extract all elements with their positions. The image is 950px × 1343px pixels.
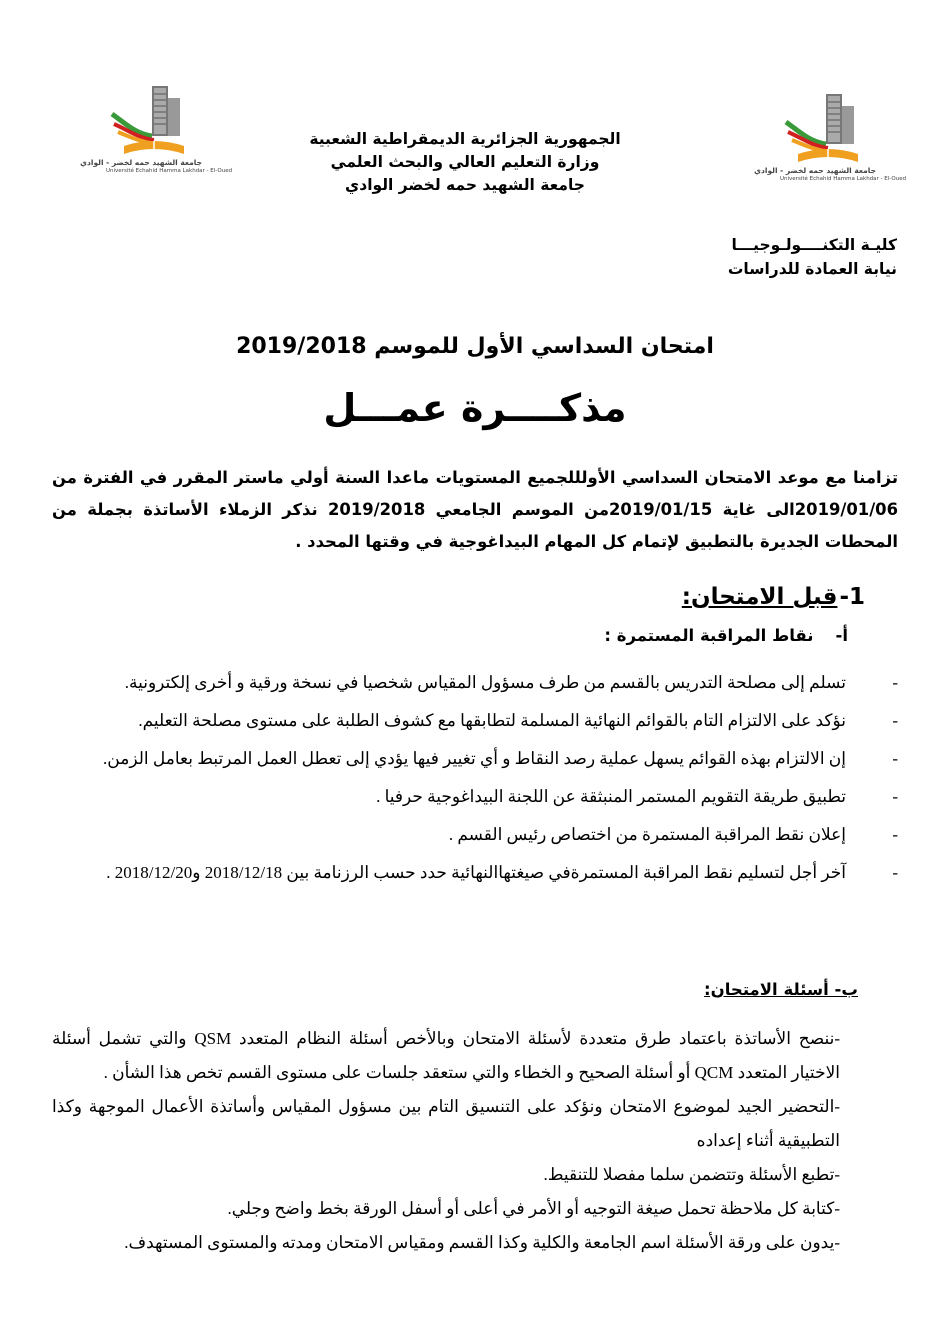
list-item [52, 856, 898, 890]
memo-title: مذكــــرة عمـــل [323, 386, 627, 430]
faculty-office: نيابة العمادة للدراسات [727, 260, 897, 278]
logo-caption-arabic: جامعة الشهيد حمه لخضر - الوادي [754, 166, 876, 175]
official-header [300, 128, 630, 197]
list-item-text: تطبيق طريقة التقويم المستمر المنبثقة عن اللجنة البيداغوجية حرفيا . [376, 787, 846, 806]
section-number: 1- [839, 584, 865, 610]
paragraph: -تطبع الأسئلة وتتضمن سلما مفصلا للتنقيط. [543, 1165, 840, 1184]
bullet-marker: - [892, 863, 898, 882]
subsection-label: نقاط المراقبة المستمرة : [604, 626, 814, 645]
section-heading-before-exam [682, 584, 865, 610]
list-item [52, 666, 898, 700]
list-item-text: نؤكد على الالتزام التام بالقوائم النهائية المسلمة لتطابقها مع كشوف الطلبة على مستوى مصلحة التعليم. [138, 711, 846, 730]
faculty-name: كليـة التكنــــولـوجيـــا [731, 236, 897, 254]
university-logo-left [80, 84, 233, 176]
paragraph: -ننصح الأساتذة باعتماد طرق متعددة لأسئلة الامتحان وبالأخص أسئلة النظام المتعدد QSM والتي تشمل أسئلة الاختيار المتعدد QCM أو أسئلة الصحيح و الخطاء والتي ستعقد جلسات على مستوى القسم تخص هذا الشأن . [52, 1029, 840, 1082]
list-item [52, 818, 898, 852]
exam-title: امتحان السداسي الأول للموسم 2019/2018 [236, 334, 714, 359]
list-item-text: آخر أجل لتسليم نقط المراقبة المستمرةفي صيغتهاالنهائية حدد حسب الرزنامة بين 2018/12/18 و2018/12/20 . [106, 863, 846, 882]
logo-caption-latin: Université Echahid Hamma Lakhdar - El-Oued [780, 176, 907, 182]
intro-text: تزامنا مع موعد الامتحان السداسي الأولللجميع المستويات ماعدا السنة أولي ماستر المقرر في الفترة من 2019/01/06الى غاية 2019/01/15من الموسم الجامعي 2019/2018 نذكر الزملاء الأساتذة بجملة من المحطات الجديرة بالتطبيق لإتمام كل المهام البيداغوجية في وقتها المحدد . [52, 468, 898, 551]
bullet-marker: - [892, 749, 898, 768]
header-line-republic: الجمهورية الجزائرية الديمقراطية الشعبية [309, 130, 621, 148]
logo-caption-arabic: جامعة الشهيد حمه لخضر - الوادي [80, 158, 202, 167]
section-label: قبل الامتحان: [681, 584, 838, 610]
bullet-marker: - [892, 825, 898, 844]
list-item-text: تسلم إلى مصلحة التدريس بالقسم من طرف مسؤول المقياس شخصيا في نسخة ورقية و أخرى إلكترونية. [124, 673, 846, 692]
subsection-heading-exam-questions [704, 980, 858, 999]
subsection-letter: أ- [835, 626, 848, 645]
list-item-text: إن الالتزام بهذه القوائم يسهل عملية رصد النقاط و أي تغيير فيها يؤدي إلى تعطل العمل المرتبط بعامل الزمن. [103, 749, 846, 768]
university-logo-icon [780, 92, 876, 166]
paragraph: -كتابة كل ملاحظة تحمل صيغة التوجيه أو الأمر في أعلى أو أسفل الورقة بخط واضح وجلي. [227, 1199, 840, 1218]
subsection-heading-continuous-assessment [604, 626, 848, 645]
paragraph: -التحضير الجيد لموضوع الامتحان ونؤكد على التنسيق التام بين مسؤول المقياس وأساتذة الأعمال الموجهة وكذا التطبيقية أثناء إعداده [52, 1097, 840, 1150]
header-line-university: جامعة الشهيد حمه لخضر الوادي [345, 176, 585, 194]
logo-caption-latin: Université Echahid Hamma Lakhdar - El-Oued [106, 168, 233, 174]
paragraph: -يدون على ورقة الأسئلة اسم الجامعة والكلية وكذا القسم ومقياس الامتحان ومدته والمستوى المستهدف. [124, 1233, 840, 1252]
header-line-ministry: وزارة التعليم العالي والبحث العلمي [330, 153, 600, 171]
faculty-block [728, 233, 897, 281]
university-logo-right [754, 92, 907, 184]
assessment-bullet-list [52, 666, 898, 894]
university-logo-icon [106, 84, 202, 158]
exam-questions-paragraphs [52, 1022, 840, 1260]
list-item [52, 704, 898, 738]
list-item-text: إعلان نقط المراقبة المستمرة من اختصاص رئيس القسم . [448, 825, 846, 844]
bullet-marker: - [892, 711, 898, 730]
list-item [52, 780, 898, 814]
subsection-label: ب- أسئلة الامتحان: [704, 980, 858, 999]
intro-paragraph [52, 462, 898, 558]
list-item [52, 742, 898, 776]
bullet-marker: - [892, 787, 898, 806]
bullet-marker: - [892, 673, 898, 692]
